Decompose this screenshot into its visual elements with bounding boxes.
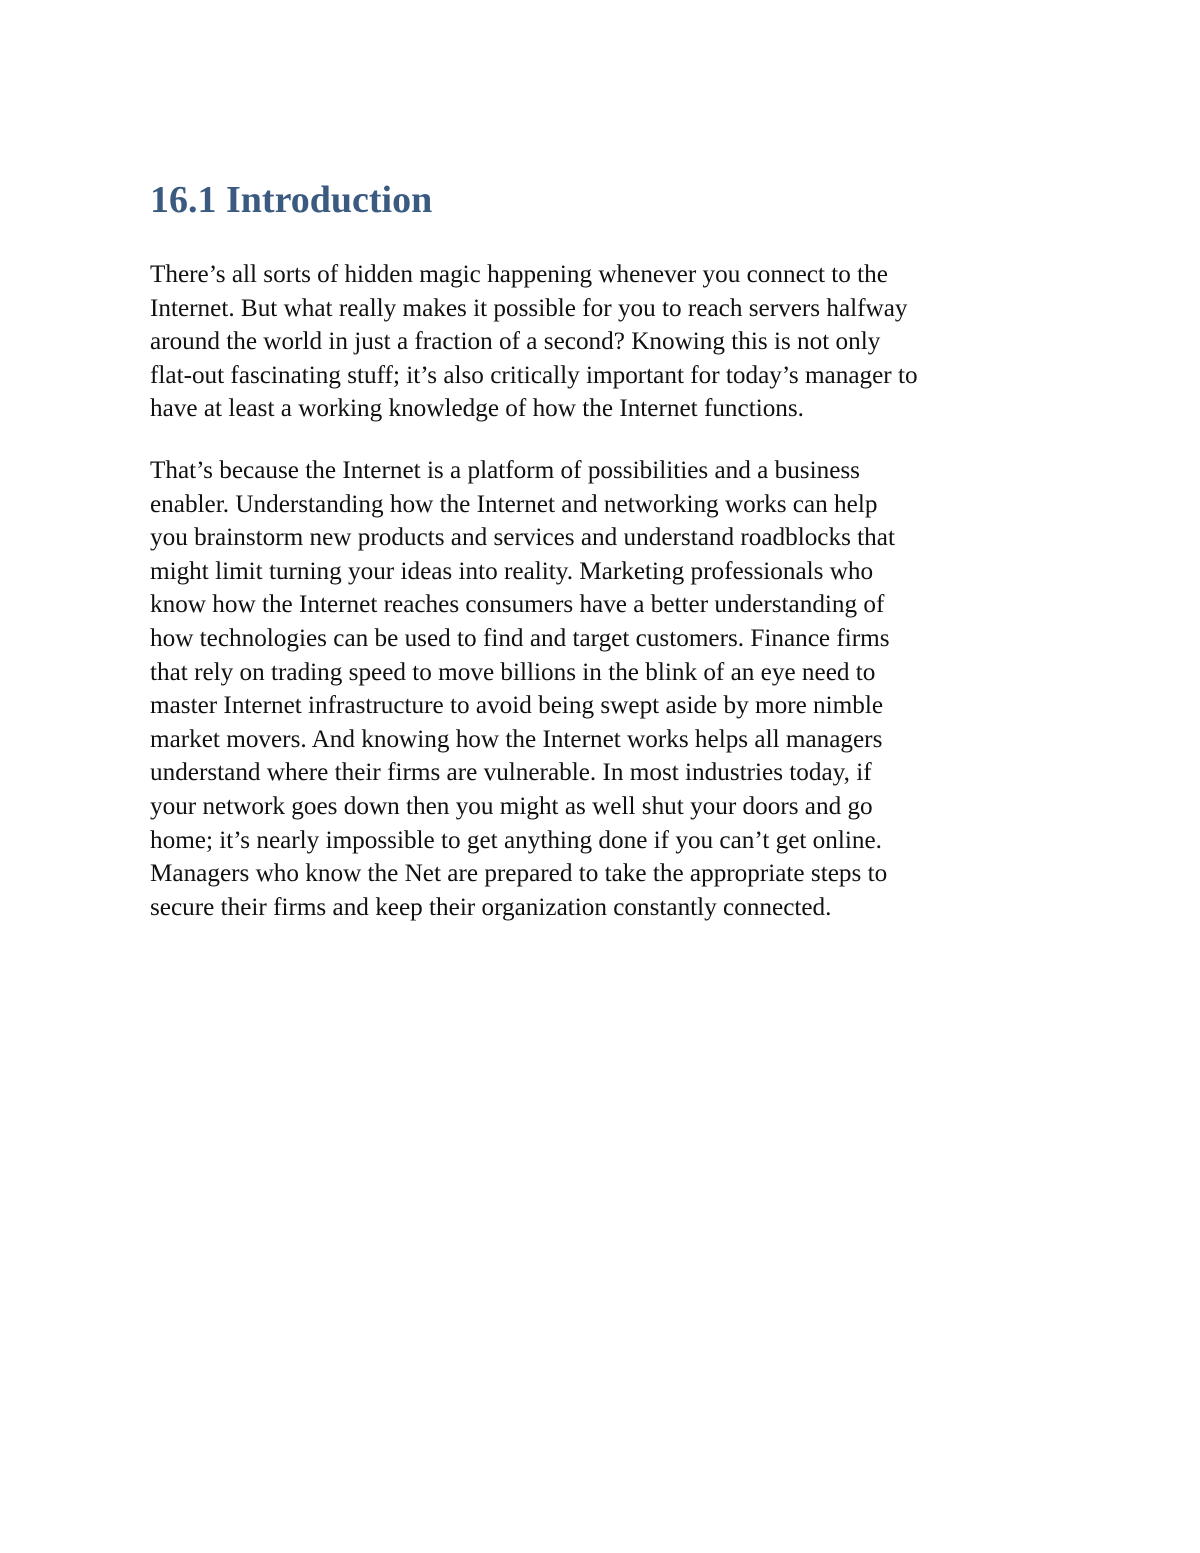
paragraph-business-enabler: That’s because the Internet is a platform of possibilities and a business enabler. Understanding how the Internet and networking works can help you brainstorm new products and services and understand roadblocks that might limit turning your ideas into reality. Marketing professionals who know how the Internet reaches consumers have a better understanding of how technologies can be used to find and target customers. Finance firms that rely on trading speed to move billions in the blink of an eye need to master Internet infrastructure to avoid being swept aside by more nimble market movers. And knowing how the Internet works helps all managers understand where their firms are vulnerable. In most industries today, if your network goes down then you might as well shut your doors and go home; it’s nearly impossible to get anything done if you can’t get online. Managers who know the Net are prepared to take the appropriate steps to secure their firms and keep their organization constantly connected.	[150, 456, 895, 921]
section-heading: 16.1 Introduction	[150, 179, 433, 221]
document-content	[150, 176, 1055, 952]
paragraph-intro: There’s all sorts of hidden magic happening whenever you connect to the Internet. But what really makes it possible for you to reach servers halfway around the world in just a fraction of a second? Knowing this is not only flat-out fascinating stuff; it’s also critically important for today’s manager to have at least a working knowledge of how the Internet functions.	[150, 261, 918, 423]
